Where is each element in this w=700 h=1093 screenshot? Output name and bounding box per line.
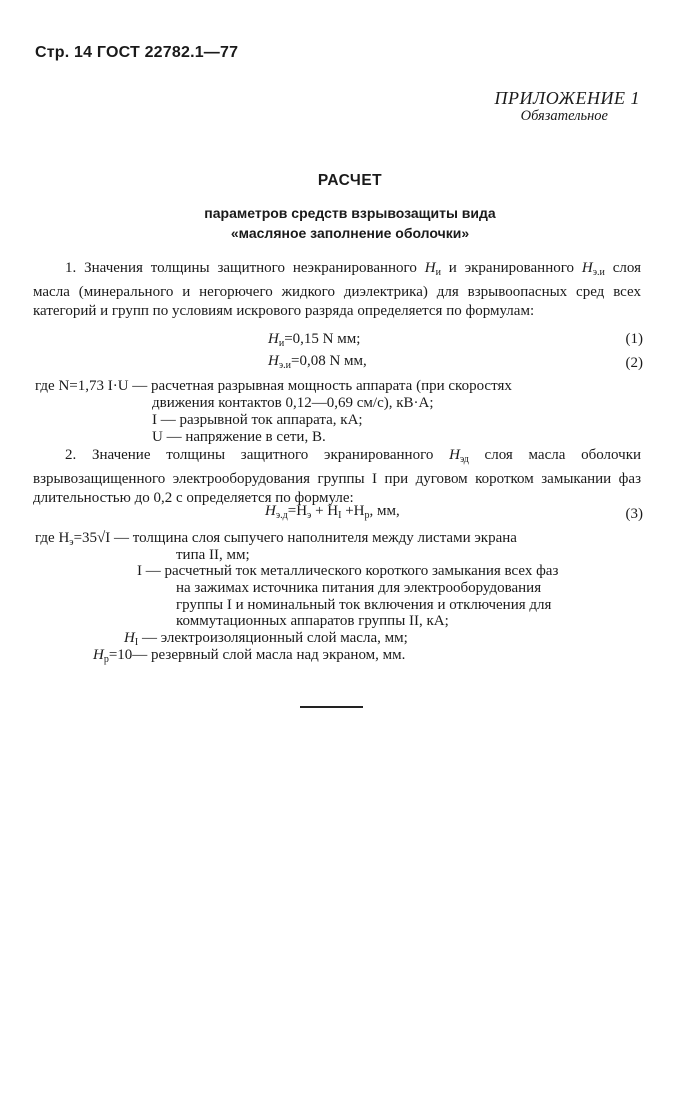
where-1-line-3: I — разрывной ток аппарата, кА; [152, 412, 363, 428]
symbol-h-ei-sub: э.и [592, 267, 605, 278]
formula-3-lhs: H [265, 503, 276, 519]
end-rule [300, 706, 363, 708]
where-2-line-5: группы I и номинальный ток включения и отключения для [176, 597, 552, 613]
formula-1 [268, 331, 360, 349]
subtitle-line-1: параметров средств взрывозащиты вида [204, 205, 496, 221]
formula-3-term-c: +H [341, 503, 365, 519]
where-2-h-i: H [124, 630, 135, 646]
formula-3-term-a-sub: э [307, 510, 312, 521]
where-2-h-e: где H [35, 530, 70, 546]
where-1-line-1: где N=1,73 I·U — расчетная разрывная мощность аппарата (при скоростях [35, 378, 512, 394]
where-2-line-7 [124, 630, 408, 648]
formula-2 [268, 353, 367, 371]
symbol-h-ed: H [449, 447, 460, 463]
formula-3-lhs-sub: э.д [275, 510, 288, 521]
where-2-line-1-text: =35√I — толщина слоя сыпучего наполнителя между листами экрана [73, 530, 517, 546]
where-2-line-6: коммутационных аппаратов группы II, кА; [176, 613, 449, 629]
section-2-paragraph [33, 446, 641, 509]
where-2-line-8-text: =10— резервный слой масла над экраном, мм. [108, 647, 406, 663]
where-2-line-4: на зажимах источника питания для электрооборудования [176, 580, 542, 596]
formula-3-number: (3) [625, 506, 643, 522]
formula-3-units: , мм, [369, 503, 400, 519]
section-2-text: 2. Значение толщины защитного экранированного [65, 447, 434, 463]
formula-3-term-c-sub: р [364, 510, 370, 521]
section-1-text-b: и экранированного [448, 260, 575, 276]
section-2-text-rest: взрывозащищенного электрооборудования группы I при дуговом коротком замыкании фаз длительностью до 0,2 с определяется по формуле: [33, 470, 641, 506]
where-2-line-3: I — расчетный ток металлического короткого замыкания всех фаз [137, 563, 559, 579]
section-2-text-b: слоя масла оболочки [484, 447, 642, 463]
symbol-h-ed-sub: эд [459, 454, 469, 465]
symbol-h-i-sub: и [435, 267, 441, 278]
where-2-h-i-sub: I [134, 637, 139, 648]
where-1-line-4: U — напряжение в сети, В. [152, 429, 326, 445]
formula-2-number: (2) [625, 355, 643, 371]
formula-1-rhs: =0,15 N мм; [284, 331, 361, 347]
appendix-title: ПРИЛОЖЕНИЕ 1 [494, 88, 640, 108]
section-1-paragraph [33, 259, 641, 322]
where-2-h-e-sub: э [69, 537, 74, 548]
page-title: РАСЧЕТ [317, 172, 383, 189]
where-2-line-2: типа II, мм; [176, 547, 250, 563]
section-1-text: 1. Значения толщины защитного неэкранированного [65, 260, 417, 276]
formula-3 [265, 503, 400, 521]
symbol-h-i: H [424, 260, 436, 276]
where-1-line-2: движения контактов 0,12—0,69 см/с), кВ·А; [152, 395, 434, 411]
formula-2-lhs: H [268, 353, 279, 369]
section-1-text-rest: слоя масла (минерального и негорючего жидкого диэлектрика) для взрывоопасных сред всех категорий и групп по условиям искрового разряда определяется по формулам: [33, 260, 642, 319]
formula-2-rhs: =0,08 N мм, [291, 353, 367, 369]
where-2-h-r: H [93, 647, 104, 663]
formula-1-lhs-sub: и [278, 338, 285, 349]
formula-3-term-b-sub: I [338, 510, 342, 521]
where-2-line-7-text: — электроизоляционный слой масла, мм; [138, 630, 408, 646]
where-2-line-8 [93, 647, 405, 665]
formula-1-number: (1) [625, 331, 643, 347]
where-2-h-r-sub: р [103, 654, 109, 665]
appendix-status: Обязательное [520, 108, 608, 124]
formula-1-lhs: H [268, 331, 279, 347]
symbol-h-ei: H [581, 260, 593, 276]
formula-2-lhs-sub: э.и [278, 360, 291, 371]
formula-3-term-a: =H [287, 503, 308, 519]
page-header: Стр. 14 ГОСТ 22782.1—77 [35, 44, 239, 61]
where-2-line-1 [35, 530, 517, 548]
subtitle-line-2: «масляное заполнение оболочки» [230, 225, 470, 241]
formula-3-term-b: + H [311, 503, 339, 519]
